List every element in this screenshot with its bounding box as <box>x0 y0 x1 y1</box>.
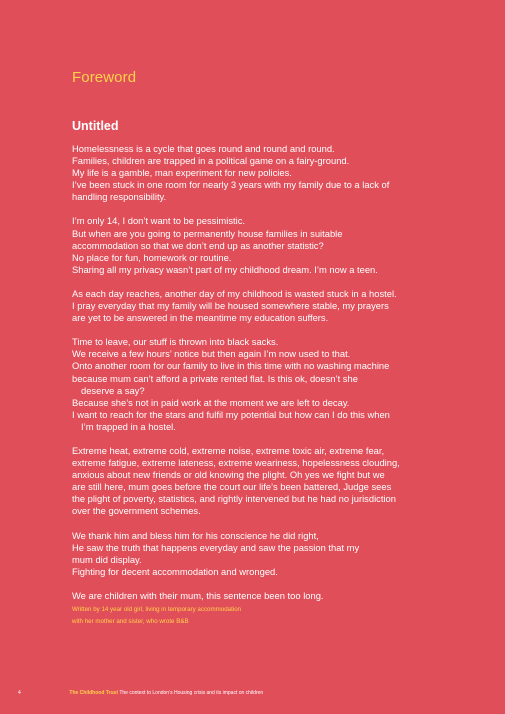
poem-title: Untitled <box>72 119 119 133</box>
stanza <box>72 288 432 324</box>
poem-line: Onto another room for our family to live in this time with no washing machine <box>72 360 390 372</box>
stanza <box>72 143 432 203</box>
stanza <box>72 590 432 602</box>
poem-line: are still here, mum goes before the court our life’s been battered, Judge sees <box>72 481 392 493</box>
poem-line: As each day reaches, another day of my childhood is wasted stuck in a hostel. <box>72 287 397 299</box>
poem-line: We are children with their mum, this sentence been too long. <box>72 589 324 601</box>
poem-line: I’ve been stuck in one room for nearly 3 years with my family due to a lack of <box>72 179 390 191</box>
poem-line: Families, children are trapped in a political game on a fairy-ground. <box>72 155 350 167</box>
poem-line: Fighting for decent accommodation and wronged. <box>72 565 278 577</box>
poem-line: anxious about new friends or old knowing the plight. Oh yes we fight but we <box>72 469 385 481</box>
report-title: The context to London’s Housing crisis and its impact on children <box>119 690 264 696</box>
poem-line: We receive a few hours’ notice but then again I’m now used to that. <box>72 348 351 360</box>
author-credit <box>72 604 241 627</box>
stanza <box>72 530 432 578</box>
poem-line: I pray everyday that my family will be housed somewhere stable, my prayers <box>72 300 389 312</box>
poem-body <box>72 143 432 614</box>
poem-line: Because she’s not in paid work at the moment we are left to decay. <box>72 396 350 408</box>
poem-line: Sharing all my privacy wasn’t part of my childhood dream. I’m now a teen. <box>72 263 378 275</box>
poem-line: I’m trapped in a hostel. <box>81 420 176 432</box>
poem-line: I want to reach for the stars and fulfil my potential but how can I do this when <box>72 408 390 420</box>
page-number: 4 <box>18 690 21 696</box>
credit-line: with her mother and sister, who wrote B&B <box>72 617 189 625</box>
page-footer <box>18 690 263 696</box>
poem-line: No place for fun, homework or routine. <box>72 251 232 263</box>
poem-line: Extreme heat, extreme cold, extreme noise, extreme toxic air, extreme fear, <box>72 444 385 456</box>
poem-line: Homelessness is a cycle that goes round and round and round. <box>72 143 335 154</box>
poem-line: But when are you going to permanently house families in suitable <box>72 227 343 239</box>
poem-line: mum did display. <box>72 553 142 565</box>
poem-line: the plight of poverty, statistics, and rightly intervened but he had no jurisdiction <box>72 493 396 505</box>
poem-line: He saw the truth that happens everyday and saw the passion that my <box>72 541 360 553</box>
poem-line: handling responsibility. <box>72 191 167 203</box>
stanza <box>72 215 432 275</box>
poem-line: deserve a say? <box>81 384 145 396</box>
poem-line: are yet to be answered in the meantime my education suffers. <box>72 312 329 324</box>
poem-line: over the government schemes. <box>72 505 201 517</box>
poem-line: because mum can’t afford a private rented flat. Is this ok, doesn’t she <box>72 372 358 384</box>
poem-line: extreme fatigue, extreme lateness, extreme weariness, hopelessness clouding, <box>72 457 400 469</box>
credit-line: Written by 14 year old girl, living in temporary accommodation <box>72 606 242 613</box>
stanza <box>72 445 432 518</box>
poem-line: I’m only 14, I don’t want to be pessimistic. <box>72 215 245 227</box>
poem-line: We thank him and bless him for his conscience he did right, <box>72 529 319 541</box>
poem-line: accommodation so that we don’t end up as another statistic? <box>72 239 324 251</box>
organization-name: The Childhood Trust <box>69 690 118 696</box>
section-heading: Foreword <box>72 69 137 86</box>
poem-line: My life is a gamble, man experiment for new policies. <box>72 167 292 179</box>
stanza <box>72 336 432 433</box>
poem-line: Time to leave, our stuff is thrown into black sacks. <box>72 336 279 348</box>
